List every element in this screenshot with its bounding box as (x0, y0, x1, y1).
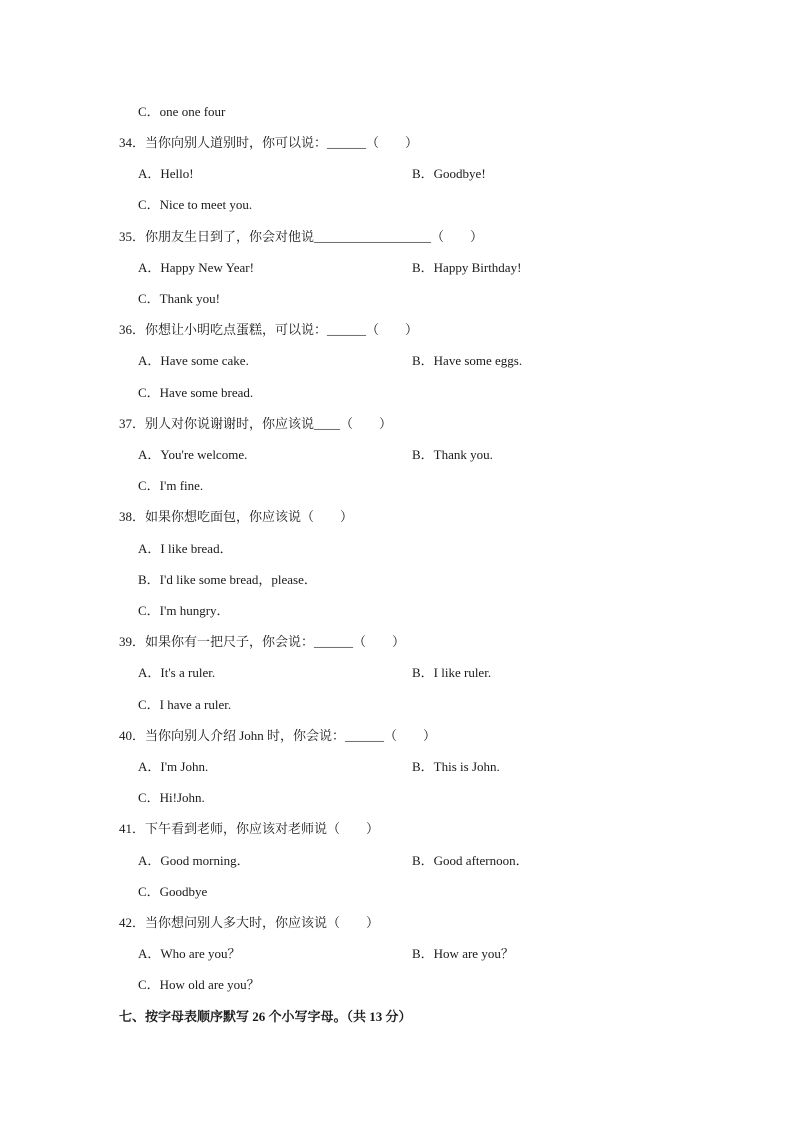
option-c-38[interactable]: C．I'm hungry． (138, 603, 230, 618)
option-c-40[interactable]: C．Hi!John. (138, 790, 205, 805)
option-a-42[interactable]: A．Who are you？ (138, 946, 241, 961)
option-a-37[interactable]: A．You're welcome. (138, 447, 248, 462)
option-b-38[interactable]: B．I'd like some bread，please． (138, 572, 317, 587)
option-a-36[interactable]: A．Have some cake. (138, 353, 249, 368)
option-a-40[interactable]: A．I'm John. (138, 759, 209, 774)
option-a-38[interactable]: A．I like bread． (138, 541, 233, 556)
option-c-34[interactable]: C．Nice to meet you. (138, 197, 253, 212)
question-34: 34．当你向别人道别时，你可以说：______（ ） (119, 135, 419, 150)
question-42: 42．当你想问别人多大时，你应该说（ ） (119, 915, 380, 930)
question-40: 40．当你向别人介绍 John 时，你会说：______（ ） (119, 728, 437, 743)
option-b-35[interactable]: B．Happy Birthday! (412, 260, 522, 275)
option-a-35[interactable]: A．Happy New Year! (138, 260, 254, 275)
option-b-37[interactable]: B．Thank you. (412, 447, 493, 462)
question-37: 37．别人对你说谢谢时，你应该说____（ ） (119, 416, 393, 431)
option-c-33: C．one one four (138, 104, 226, 119)
option-c-41[interactable]: C．Goodbye (138, 884, 208, 899)
option-b-41[interactable]: B．Good afternoon． (412, 853, 529, 868)
question-35: 35．你朋友生日到了，你会对他说__________________（ ） (119, 229, 484, 244)
option-c-42[interactable]: C．How old are you？ (138, 977, 260, 992)
section-7-heading: 七、按字母表顺序默写 26 个小写字母。（共 13 分） (119, 1009, 412, 1024)
option-c-39[interactable]: C．I have a ruler. (138, 697, 232, 712)
question-36: 36．你想让小明吃点蛋糕，可以说：______（ ） (119, 322, 419, 337)
option-b-40[interactable]: B．This is John. (412, 759, 500, 774)
option-b-42[interactable]: B．How are you？ (412, 946, 514, 961)
option-c-37[interactable]: C．I'm fine. (138, 478, 204, 493)
option-b-34[interactable]: B．Goodbye! (412, 166, 486, 181)
option-a-41[interactable]: A．Good morning． (138, 853, 250, 868)
question-38: 38．如果你想吃面包，你应该说（ ） (119, 509, 354, 524)
question-39: 39．如果你有一把尺子，你会说：______（ ） (119, 634, 406, 649)
question-41: 41．下午看到老师，你应该对老师说（ ） (119, 821, 380, 836)
option-a-34[interactable]: A．Hello! (138, 166, 194, 181)
option-b-36[interactable]: B．Have some eggs. (412, 353, 523, 368)
option-c-36[interactable]: C．Have some bread. (138, 385, 254, 400)
option-c-35[interactable]: C．Thank you! (138, 291, 220, 306)
option-a-39[interactable]: A．It's a ruler. (138, 665, 216, 680)
option-b-39[interactable]: B．I like ruler. (412, 665, 492, 680)
